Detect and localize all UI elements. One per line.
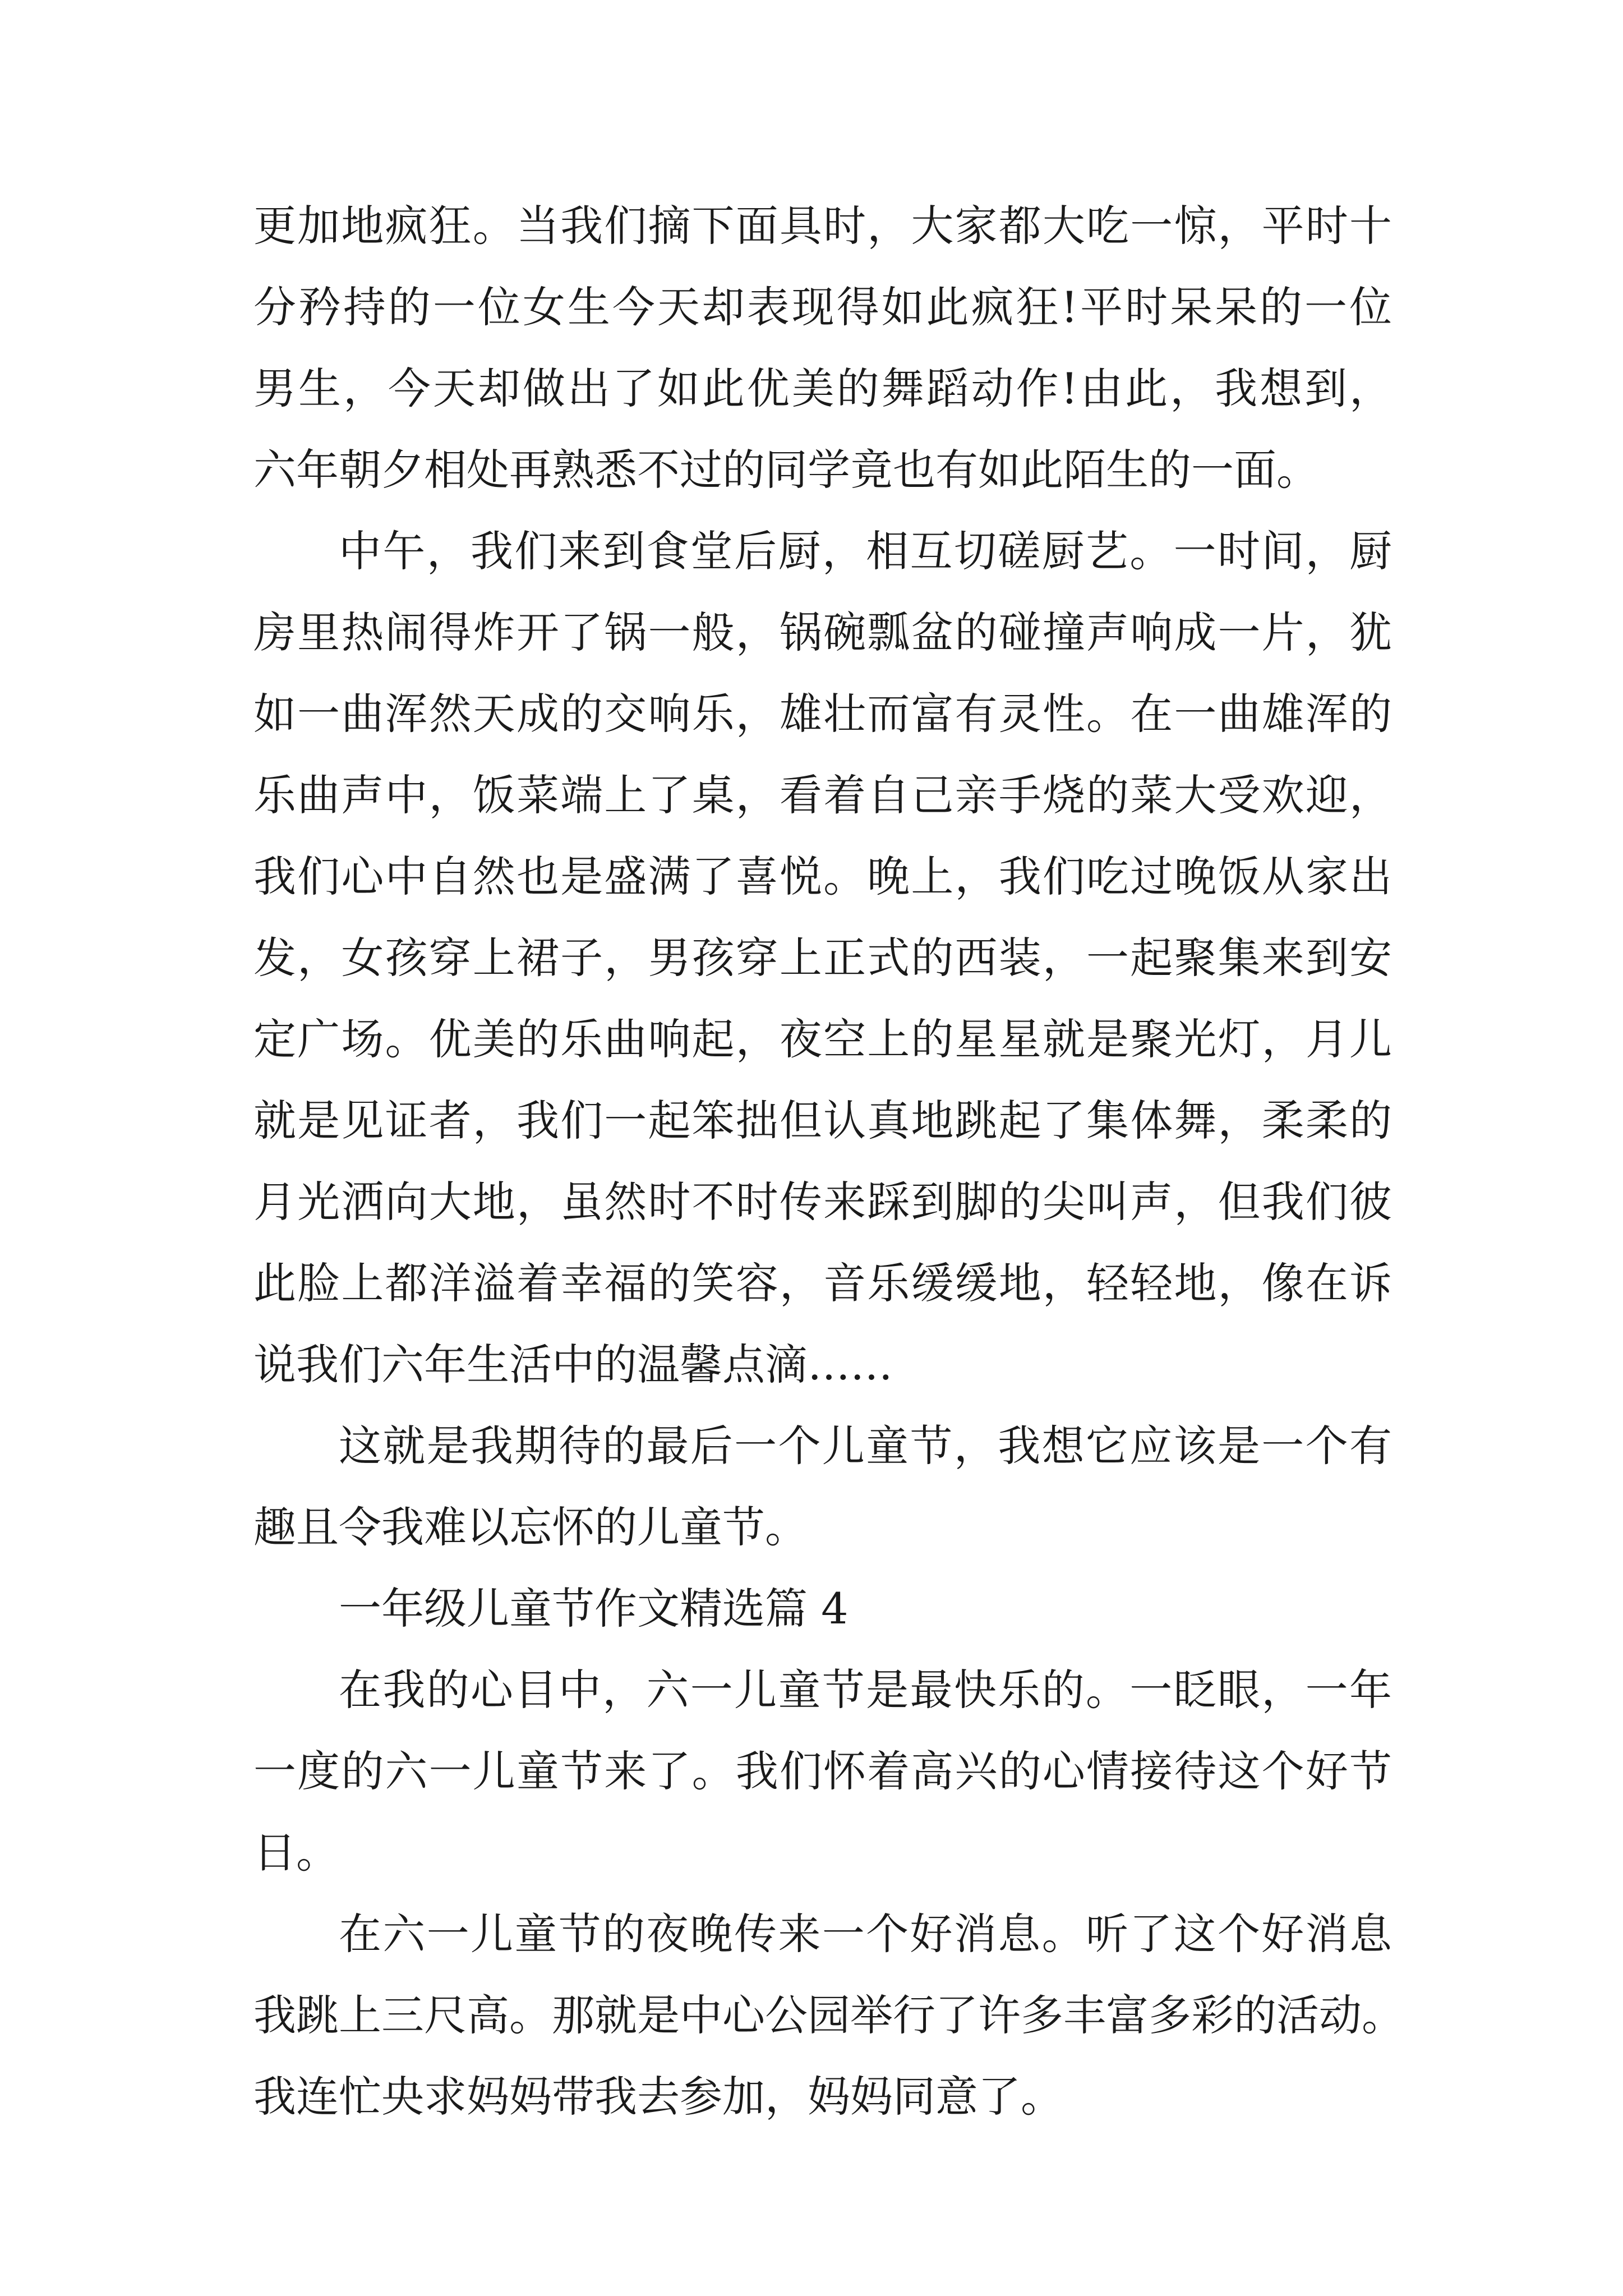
- text-line: 定广场。优美的乐曲响起，夜空上的星星就是聚光灯，月儿: [253, 1014, 1392, 1064]
- text-line: 日。: [253, 1828, 339, 1878]
- text-line: 六年朝夕相处再熟悉不过的同学竟也有如此陌生的一面。: [253, 445, 1319, 495]
- text-line: 我们心中自然也是盛满了喜悦。晚上，我们吃过晚饭从家出: [253, 852, 1392, 901]
- section-heading: 一年级儿童节作文精选篇 4: [339, 1584, 849, 1634]
- text-line: 我连忙央求妈妈带我去参加，妈妈同意了。: [253, 2072, 1063, 2122]
- text-line: 我跳上三尺高。那就是中心公园举行了许多丰富多彩的活动。: [253, 1990, 1404, 2040]
- text-line: 男生，今天却做出了如此优美的舞蹈动作!由此，我想到，: [253, 364, 1392, 413]
- text-line: 此脸上都洋溢着幸福的笑容，音乐缓缓地，轻轻地，像在诉: [253, 1258, 1392, 1308]
- paragraph-first-line: 这就是我期待的最后一个儿童节，我想它应该是一个有: [339, 1421, 1392, 1471]
- paragraph-first-line: 在我的心目中，六一儿童节是最快乐的。一眨眼，一年: [339, 1665, 1392, 1715]
- text-line: 乐曲声中，饭菜端上了桌，看着自己亲手烧的菜大受欢迎，: [253, 770, 1392, 820]
- text-line: 更加地疯狂。当我们摘下面具时，大家都大吃一惊，平时十: [253, 201, 1392, 251]
- body-text: [253, 185, 1404, 2137]
- text-line: 如一曲浑然天成的交响乐，雄壮而富有灵性。在一曲雄浑的: [253, 689, 1392, 739]
- text-line: 分矜持的一位女生今天却表现得如此疯狂!平时呆呆的一位: [253, 282, 1392, 332]
- text-line: 房里热闹得炸开了锅一般，锅碗瓢盆的碰撞声响成一片，犹: [253, 608, 1392, 657]
- text-line: 趣且令我难以忘怀的儿童节。: [253, 1502, 808, 1552]
- paragraph-first-line: 中午，我们来到食堂后厨，相互切磋厨艺。一时间，厨: [339, 526, 1392, 576]
- text-line: 说我们六年生活中的温馨点滴……: [253, 1340, 893, 1389]
- text-line: 月光洒向大地，虽然时不时传来踩到脚的尖叫声，但我们彼: [253, 1177, 1392, 1227]
- text-line: 发，女孩穿上裙子，男孩穿上正式的西装，一起聚集来到安: [253, 933, 1392, 983]
- paragraph-first-line: 在六一儿童节的夜晚传来一个好消息。听了这个好消息: [339, 1909, 1392, 1959]
- text-line: 一度的六一儿童节来了。我们怀着高兴的心情接待这个好节: [253, 1746, 1392, 1796]
- text-line: 就是见证者，我们一起笨拙但认真地跳起了集体舞，柔柔的: [253, 1096, 1392, 1145]
